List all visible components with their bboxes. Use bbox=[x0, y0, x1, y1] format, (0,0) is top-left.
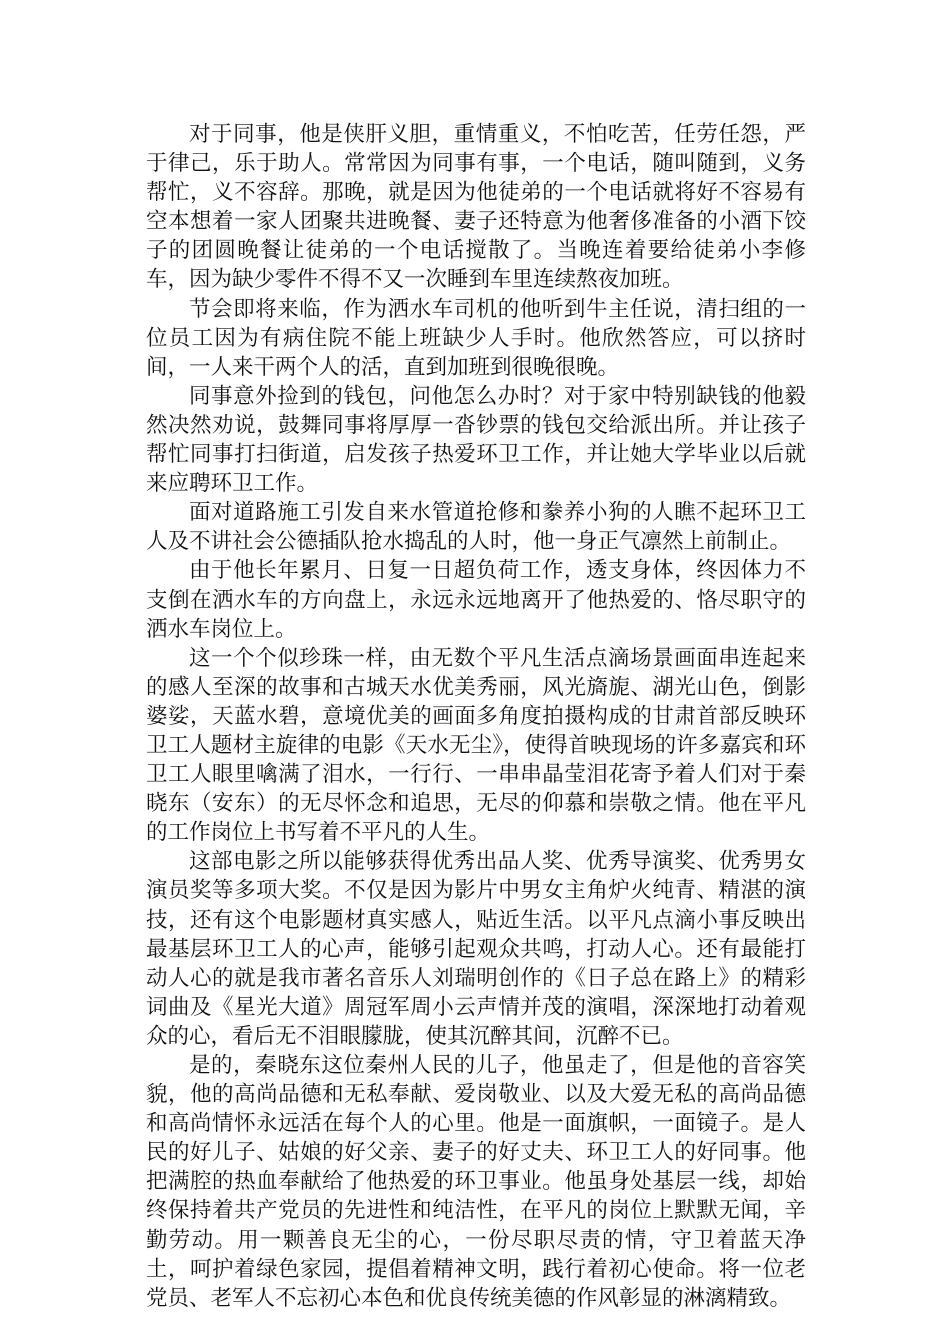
paragraph: 由于他长年累月、日复一日超负荷工作，透支身体，终因体力不支倒在洒水车的方向盘上，永远永远地离开了他热爱的、恪尽职守的洒水车岗位上。 bbox=[146, 558, 806, 642]
paragraph: 节会即将来临，作为洒水车司机的他听到牛主任说，清扫组的一位员工因为有病住院不能上班缺少人手时。他欣然答应，可以挤时间，一人来干两个人的活，直到加班到很晚很晚。 bbox=[146, 296, 806, 380]
paragraph: 面对道路施工引发自来水管道抢修和豢养小狗的人瞧不起环卫工人及不讲社会公德插队抢水捣乱的人时，他一身正气凛然上前制止。 bbox=[146, 500, 806, 555]
paragraph: 这一个个似珍珠一样，由无数个平凡生活点滴场景画面串连起来的感人至深的故事和古城天水优美秀丽，风光旖旎、湖光山色，倒影婆娑，天蓝水碧，意境优美的画面多角度拍摄构成的甘肃首部反映环卫工人题材主旋律的电影《天水无尘》，使得首映现场的许多嘉宾和环卫工人眼里噙满了泪水，一行行、一串串晶莹泪花寄予着人们对于秦晓东（安东）的无尽怀念和追思，无尽的仰慕和崇敬之情。他在平凡的工作岗位上书写着不平凡的人生。 bbox=[146, 645, 806, 846]
paragraph: 这部电影之所以能够获得优秀出品人奖、优秀导演奖、优秀男女演员奖等多项大奖。不仅是因为影片中男女主角炉火纯青、精湛的演技，还有这个电影题材真实感人，贴近生活。以平凡点滴小事反映出最基层环卫工人的心声，能够引起观众共鸣，打动人心。还有最能打动人心的就是我市著名音乐人刘瑞明创作的《日子总在路上》的精彩词曲及《星光大道》周冠军周小云声情并茂的演唱，深深地打动着观众的心，看后无不泪眼朦胧，使其沉醉其间，沉醉不已。 bbox=[146, 849, 806, 1049]
paragraph: 同事意外捡到的钱包，问他怎么办时？对于家中特别缺钱的他毅然决然劝说，鼓舞同事将厚厚一沓钞票的钱包交给派出所。并让孩子帮忙同事打扫街道，启发孩子热爱环卫工作，并让她大学毕业以后就来应聘环卫工作。 bbox=[146, 383, 806, 497]
paragraph: 是的，秦晓东这位秦州人民的儿子，他虽走了，但是他的音容笑貌，他的高尚品德和无私奉献、爱岗敬业、以及大爱无私的高尚品德和高尚情怀永远活在每个人的心里。他是一面旗帜，一面镜子。是人民的好儿子、姑娘的好父亲、妻子的好丈夫、环卫工人的好同事。他把满腔的热血奉献给了他热爱的环卫事业。他虽身处基层一线，却始终保持着共产党员的先进性和纯洁性，在平凡的岗位上默默无闻，辛勤劳动。用一颗善良无尘的心，一份尽职尽责的情，守卫着蓝天净土，呵护着绿色家园，提倡着精神文明，践行着初心使命。将一位老党员、老军人不忘初心本色和优良传统美德的作风彰显的淋漓精致。 bbox=[146, 1053, 806, 1311]
paragraph: 对于同事，他是侠肝义胆，重情重义，不怕吃苦，任劳任怨，严于律己，乐于助人。常常因为同事有事，一个电话，随叫随到，义务帮忙，义不容辞。那晚，就是因为他徒弟的一个电话就将好不容易有空本想着一家人团聚共进晚餐、妻子还特意为他奢侈准备的小酒下饺子的团圆晚餐让徒弟的一个电话搅散了。当晚连着要给徒弟小李修车，因为缺少零件不得不又一次睡到车里连续熬夜加班。 bbox=[146, 122, 806, 293]
document-body bbox=[146, 120, 806, 1313]
